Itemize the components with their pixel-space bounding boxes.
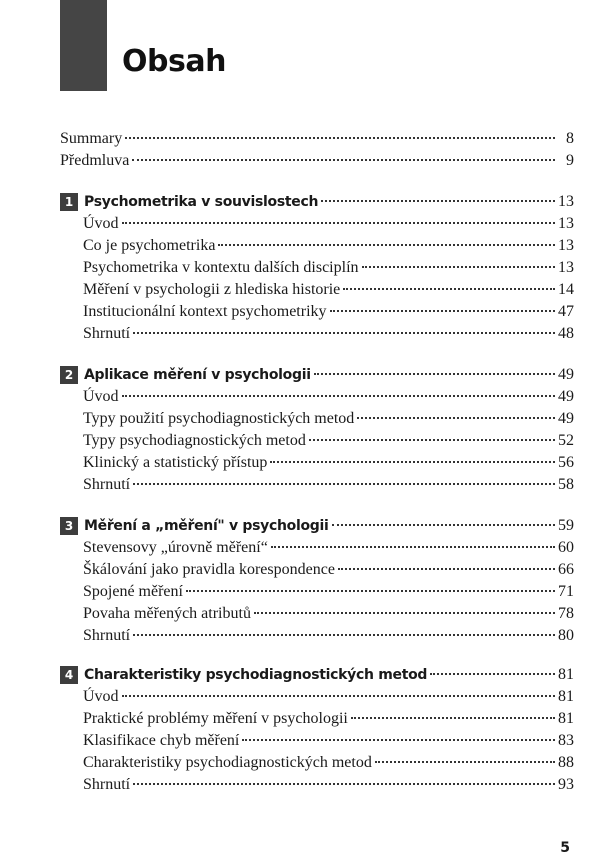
toc-entry-page: 71	[558, 583, 574, 600]
toc-entry[interactable]	[83, 773, 574, 797]
toc-entry[interactable]	[83, 624, 574, 648]
toc-entry-page: 60	[558, 539, 574, 556]
toc-entry-text: Praktické problémy měření v psychologii	[83, 710, 348, 727]
toc-entry-text: Co je psychometrika	[83, 237, 216, 254]
corner-decoration	[60, 0, 107, 91]
toc-entry-text: Škálování jako pravidla korespondence	[83, 561, 335, 578]
toc-chapter-2[interactable]	[60, 363, 574, 387]
toc-entry-text: Povaha měřených atributů	[83, 605, 251, 622]
toc-entry[interactable]	[83, 212, 574, 236]
toc-entry[interactable]	[83, 256, 574, 280]
toc-entry-page: 52	[558, 432, 574, 449]
dot-leader	[133, 482, 555, 485]
dot-leader	[254, 611, 555, 614]
dot-leader	[332, 523, 555, 526]
toc-entry-page: 14	[558, 281, 574, 298]
toc-chapter-4[interactable]	[60, 663, 574, 687]
dot-leader	[430, 672, 555, 675]
toc-entry[interactable]	[83, 322, 574, 346]
toc-entry[interactable]	[83, 429, 574, 453]
toc-entry-text: Stevensovy „úrovně měření“	[83, 539, 268, 556]
toc-entry[interactable]	[83, 707, 574, 731]
toc-entry-page: 88	[558, 754, 574, 771]
toc-entry-text: Shrnutí	[83, 776, 131, 793]
dot-leader	[343, 287, 555, 290]
page-number: 5	[560, 840, 570, 856]
chapter-title: Charakteristiky psychodiagnostických metod	[84, 667, 428, 683]
chapter-page: 81	[558, 666, 574, 683]
dot-leader	[186, 589, 555, 592]
dot-leader	[309, 438, 555, 441]
toc-entry-text: Shrnutí	[83, 627, 131, 644]
dot-leader	[133, 331, 555, 334]
toc-entry-page: 49	[558, 388, 574, 405]
toc-entry-text: Klasifikace chyb měření	[83, 732, 240, 749]
dot-leader	[122, 394, 555, 397]
toc-entry-page: 49	[558, 410, 574, 427]
toc-entry-page: 13	[558, 259, 574, 276]
toc-entry-text: Spojené měření	[83, 583, 183, 600]
toc-entry-predmluva[interactable]	[60, 149, 574, 173]
toc-entry-text: Typy použití psychodiagnostických metod	[83, 410, 355, 427]
toc-entry[interactable]	[83, 602, 574, 626]
dot-leader	[218, 243, 555, 246]
toc-entry-page: 13	[558, 237, 574, 254]
dot-leader	[375, 760, 555, 763]
toc-entry-text: Charakteristiky psychodiagnostických metod	[83, 754, 372, 771]
toc-entry-page: 47	[558, 303, 574, 320]
dot-leader	[330, 309, 555, 312]
dot-leader	[351, 716, 555, 719]
toc-entry-text: Měření v psychologii z hlediska historie	[83, 281, 341, 298]
toc-entry-page: 48	[558, 325, 574, 342]
dot-leader	[270, 460, 555, 463]
toc-entry-page: 93	[558, 776, 574, 793]
toc-entry-page: 78	[558, 605, 574, 622]
toc-entry-page: 13	[558, 215, 574, 232]
chapter-number-badge: 1	[60, 193, 78, 211]
toc-entry-page: 81	[558, 710, 574, 727]
dot-leader	[122, 694, 555, 697]
toc-entry[interactable]	[83, 385, 574, 409]
toc-entry-page: 8	[566, 130, 574, 147]
toc-entry-text: Klinický a statistický přístup	[83, 454, 268, 471]
toc-entry-text: Psychometrika v kontextu dalších disciplín	[83, 259, 359, 276]
toc-entry-text: Shrnutí	[83, 476, 131, 493]
toc-entry[interactable]	[83, 407, 574, 431]
dot-leader	[357, 416, 555, 419]
toc-entry-page: 66	[558, 561, 574, 578]
dot-leader	[271, 545, 555, 548]
toc-entry-page: 81	[558, 688, 574, 705]
toc-entry-page: 58	[558, 476, 574, 493]
chapter-number-badge: 2	[60, 366, 78, 384]
chapter-title: Psychometrika v souvislostech	[84, 194, 319, 210]
chapter-number-badge: 3	[60, 517, 78, 535]
chapter-page: 59	[558, 517, 574, 534]
chapter-title: Měření a „měření" v psychologii	[84, 518, 329, 534]
dot-leader	[362, 265, 555, 268]
dot-leader	[122, 221, 555, 224]
toc-entry-text: Úvod	[83, 215, 119, 232]
toc-entry-text: Institucionální kontext psychometriky	[83, 303, 327, 320]
toc-entry-text: Úvod	[83, 688, 119, 705]
dot-leader	[321, 199, 555, 202]
dot-leader	[132, 158, 555, 161]
toc-entry[interactable]	[83, 300, 574, 324]
page-title: Obsah	[122, 44, 226, 79]
toc-entry[interactable]	[83, 278, 574, 302]
toc-entry-summary[interactable]	[60, 127, 574, 151]
toc-entry[interactable]	[83, 536, 574, 560]
toc-entry[interactable]	[83, 473, 574, 497]
toc-entry-text: Typy psychodiagnostických metod	[83, 432, 306, 449]
dot-leader	[133, 782, 555, 785]
toc-entry-text: Summary	[60, 130, 123, 147]
toc-entry-page: 80	[558, 627, 574, 644]
toc-entry-page: 83	[558, 732, 574, 749]
toc-entry[interactable]	[83, 558, 574, 582]
toc-entry-page: 56	[558, 454, 574, 471]
dot-leader	[242, 738, 555, 741]
chapter-number-badge: 4	[60, 666, 78, 684]
chapter-page: 49	[558, 366, 574, 383]
dot-leader	[133, 633, 555, 636]
toc-entry[interactable]	[83, 729, 574, 753]
toc-entry[interactable]	[83, 580, 574, 604]
dot-leader	[125, 136, 555, 139]
toc-entry[interactable]	[83, 751, 574, 775]
toc-entry[interactable]	[83, 685, 574, 709]
toc-entry-text: Shrnutí	[83, 325, 131, 342]
toc-chapter-1[interactable]	[60, 190, 574, 214]
toc-entry-text: Úvod	[83, 388, 119, 405]
chapter-title: Aplikace měření v psychologii	[84, 367, 311, 383]
toc-entry-page: 9	[566, 152, 574, 169]
toc-chapter-3[interactable]	[60, 514, 574, 538]
chapter-page: 13	[558, 193, 574, 210]
toc-entry[interactable]	[83, 451, 574, 475]
toc-entry[interactable]	[83, 234, 574, 258]
dot-leader	[338, 567, 555, 570]
toc-entry-text: Předmluva	[60, 152, 130, 169]
dot-leader	[314, 372, 555, 375]
